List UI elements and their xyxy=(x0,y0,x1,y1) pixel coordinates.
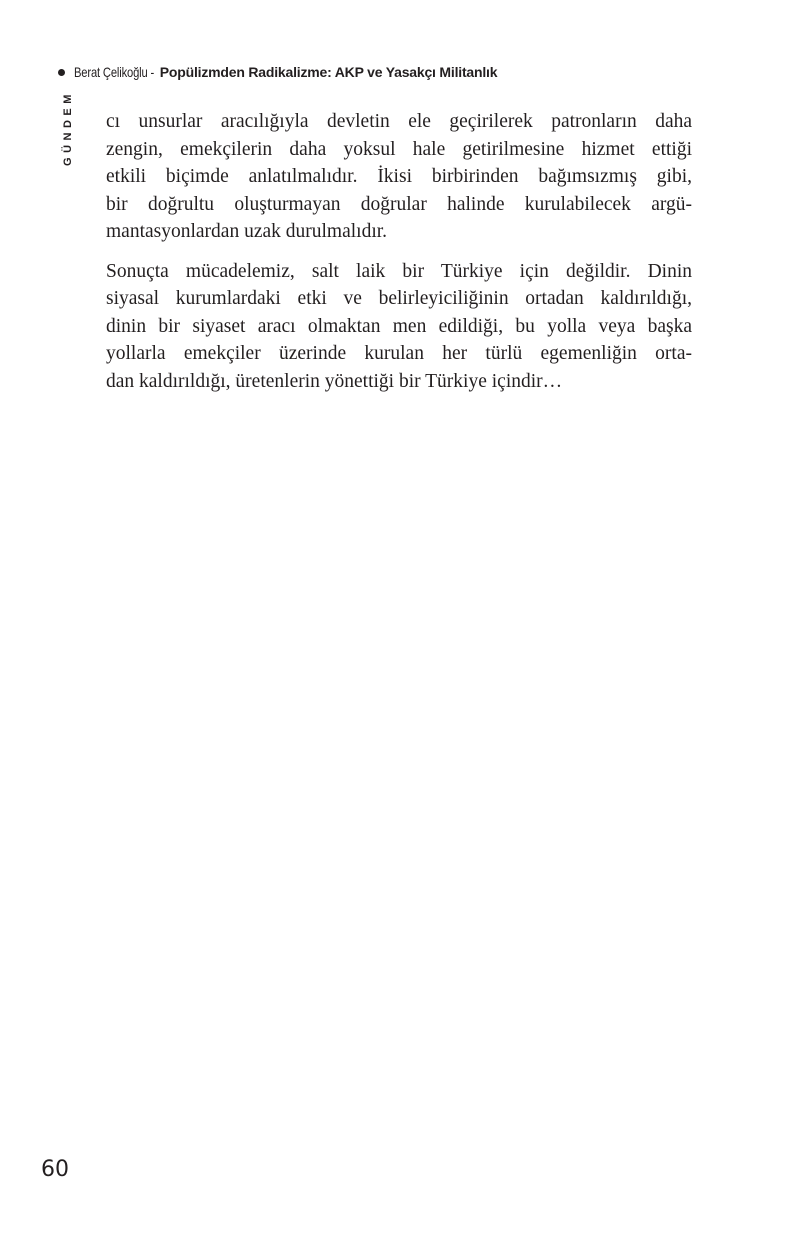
text-line: yollarla emekçiler üzerinde kurulan her türlü egemenliğin orta- xyxy=(106,343,692,364)
bullet-icon xyxy=(58,69,65,76)
text-line: Sonuçta mücadelemiz, salt laik bir Türkiye için değildir. Dinin xyxy=(106,260,692,282)
paragraph xyxy=(106,108,692,246)
text-line: mantasyonlardan uzak durulmalıdır. xyxy=(106,221,388,242)
body-text xyxy=(106,108,692,395)
header-author: Berat Çelikoğlu - xyxy=(74,64,155,80)
page-number: 60 xyxy=(41,1157,69,1182)
section-label: GÜNDEM xyxy=(62,90,74,166)
text-line: etkili biçimde anlatılmalıdır. İkisi birbirinden bağımsızmış gibi, xyxy=(106,166,692,187)
header-title: Popülizmden Radikalizme: AKP ve Yasakçı Militanlık xyxy=(159,64,498,80)
text-line: siyasal kurumlardaki etki ve belirleyiciliğinin ortadan kaldırıldığı, xyxy=(106,288,692,309)
text-line: bir doğrultu oluşturmayan doğrular halinde kurulabilecek argü- xyxy=(106,193,692,215)
text-line: dan kaldırıldığı, üretenlerin yönettiği bir Türkiye içindir… xyxy=(106,370,563,392)
text-line: zengin, emekçilerin daha yoksul hale getirilmesine hizmet ettiği xyxy=(106,138,692,160)
text-line: dinin bir siyaset aracı olmaktan men edildiği, bu yolla veya başka xyxy=(106,315,692,337)
paragraph xyxy=(106,258,692,396)
running-header xyxy=(58,64,497,80)
text-line: cı unsurlar aracılığıyla devletin ele geçirilerek patronların daha xyxy=(106,111,692,132)
